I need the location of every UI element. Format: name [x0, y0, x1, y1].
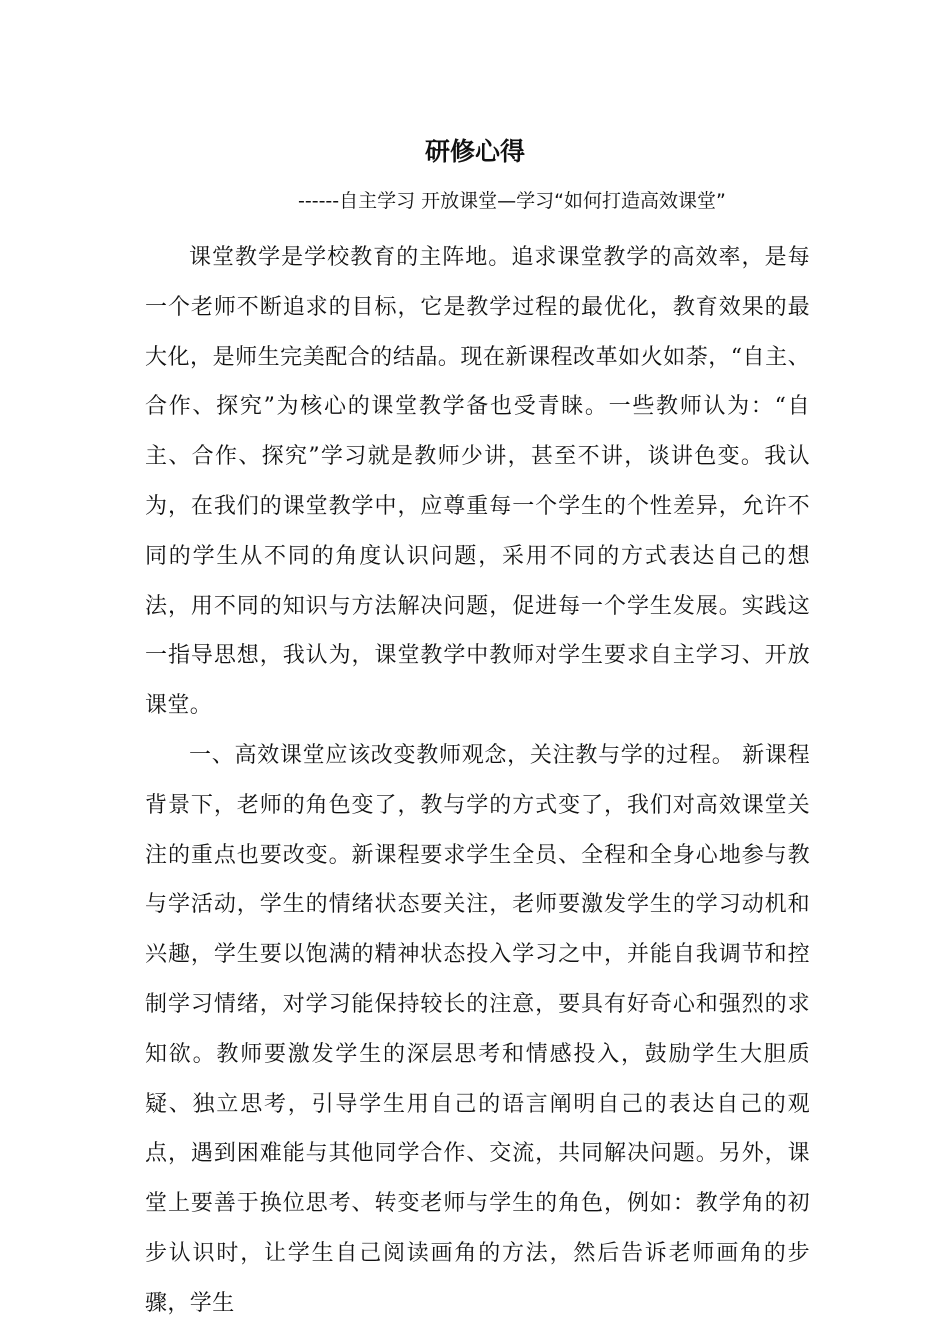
- paragraph-intro: 课堂教学是学校教育的主阵地。追求课堂教学的高效率，是每一个老师不断追求的目标，它是教学过程的最优化，教育效果的最大化，是师生完美配合的结晶。现在新课程改革如火如荼，“自主、合作、探究”为核心的课堂教学备也受青睐。一些教师认为：“自主、合作、探究”学习就是教师少讲，甚至不讲，谈讲色变。我认为，在我们的课堂教学中，应尊重每一个学生的个性差异，允许不同的学生从不同的角度认识问题，采用不同的方式表达自己的想法，用不同的知识与方法解决问题，促进每一个学生发展。实践这一指导思想，我认为，课堂教学中教师对学生要求自主学习、开放课堂。: [145, 245, 810, 719]
- document-title: 研修心得: [424, 137, 525, 166]
- paragraph-section-one: 一、高效课堂应该改变教师观念，关注教与学的过程。 新课程背景下，老师的角色变了，教与学的方式变了，我们对高效课堂关注的重点也要改变。新课程要求学生全员、全程和全身心地参与教与学活动，学生的情绪状态要关注，老师要激发学生的学习动机和兴趣，学生要以饱满的精神状态投入学习之中，并能自我调节和控制学习情绪，对学习能保持较长的注意，要具有好奇心和强烈的求知欲。教师要激发学生的深层思考和情感投入，鼓励学生大胆质疑、独立思考，引导学生用自己的语言阐明自己的表达自己的观点，遇到困难能与其他同学合作、交流，共同解决问题。另外，课堂上要善于换位思考、转变老师与学生的角色，例如：教学角的初步认识时，让学生自己阅读画角的方法，然后告诉老师画角的步骤，学生: [145, 742, 810, 1316]
- document-subtitle: ------自主学习 开放课堂—学习“如何打造高效课堂”: [298, 190, 726, 212]
- document-body: [145, 233, 810, 1329]
